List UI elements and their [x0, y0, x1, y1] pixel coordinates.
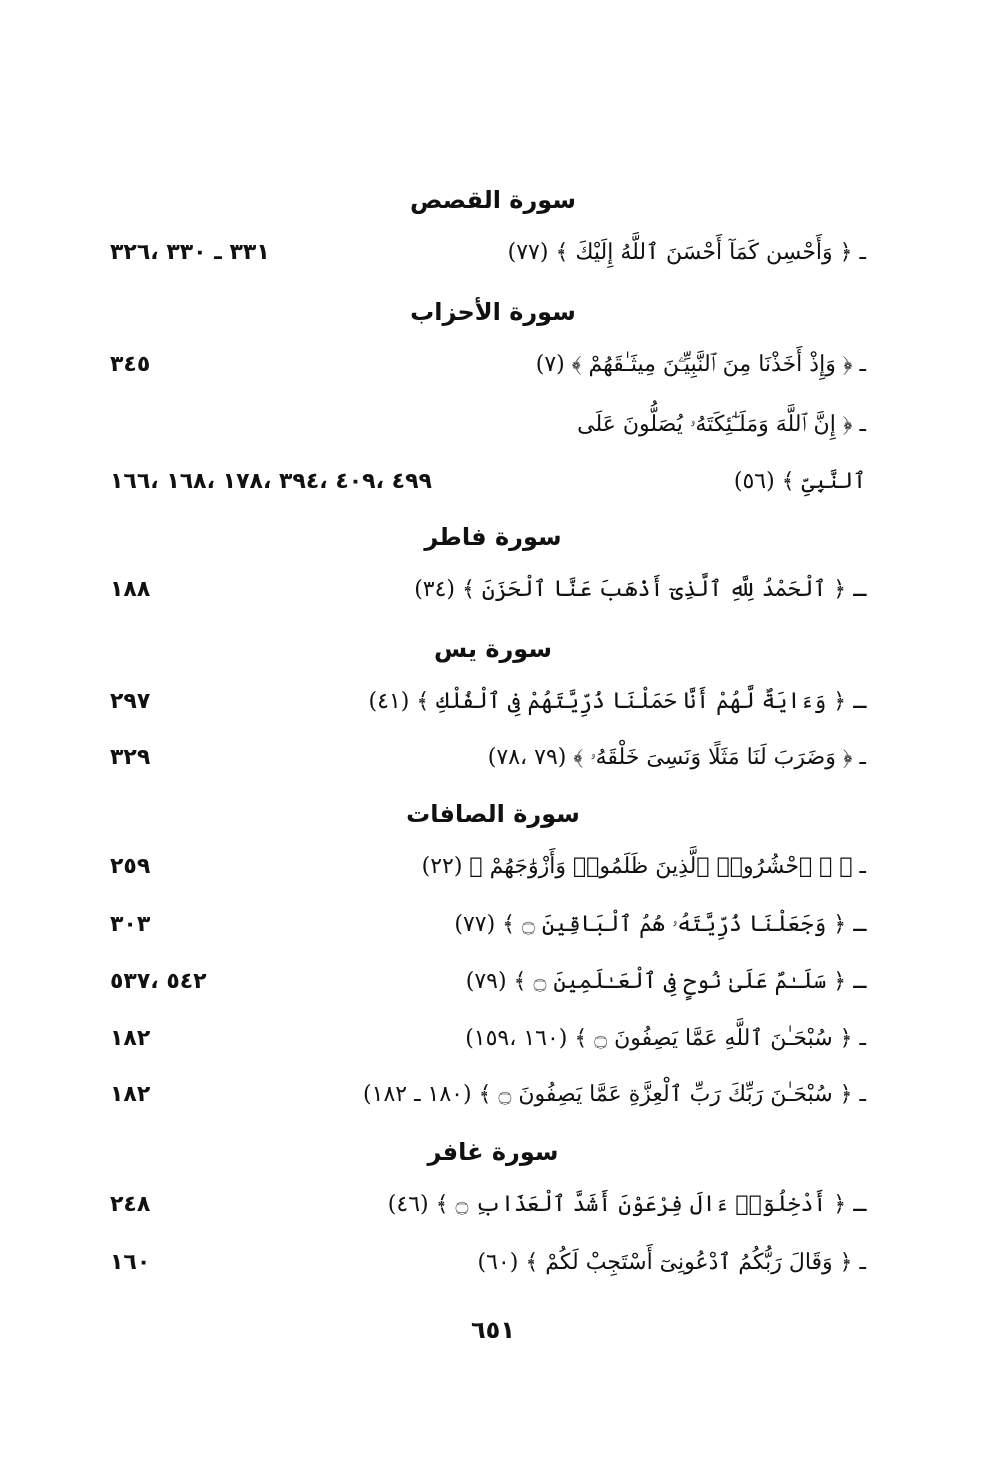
index-entry — [100, 405, 866, 449]
verse-text: ـ ﴿ وَضَرَبَ لَنَا مَثَلًا وَنَسِىَ خَلْقَهُۥ ﴾ (٧٩ ،٧٨) — [487, 745, 866, 770]
page-references: ١٨٢ — [110, 1082, 151, 1107]
index-entry — [100, 962, 866, 1006]
index-entry — [100, 847, 866, 891]
page-references: ٢٤٨ — [110, 1192, 151, 1217]
page-references: ٣٤٥ — [110, 352, 151, 377]
verse-text: ـ ﴿ سَلَـٰمٌ عَلَىٰ نُوحٍ فِى ٱلْعَـٰلَمِينَ ۝ ﴾ (٧٩) — [465, 969, 866, 994]
index-entry — [100, 570, 866, 614]
page-references: ٤٩٩ ،٤٠٩ ،٣٩٤ ،١٧٨ ،١٦٨ ،١٦٦ — [110, 469, 432, 494]
page-references: ٣٠٣ — [110, 912, 151, 937]
page-references: ٣٣١ ـ ٣٣٠ ،٣٢٦ — [110, 240, 270, 265]
verse-text: ـ ﴿ وَإِذْ أَخَذْنَا مِنَ ٱلنَّبِيِّـۧنَ مِيثَـٰقَهُمْ ﴾ (٧) — [535, 352, 866, 377]
index-entry — [100, 738, 866, 782]
verse-text: ـ ﴿ وَءَايَةٌ لَّهُمْ أَنَّا حَمَلْنَا ذُرِّيَّتَهُمْ فِى ٱلْفُلْكِ ﴾ (٤١) — [368, 689, 866, 714]
index-entry — [100, 1019, 866, 1063]
verse-text: ـ ﴿ ۞ ٱحْشُرُوا۟ ٱلَّذِينَ ظَلَمُوا۟ وَأَزْوَٰجَهُمْ ﴾ (٢٢) — [421, 854, 866, 879]
verse-text: ـ ﴿ وَجَعَلْنَا ذُرِّيَّتَهُۥ هُمُ ٱلْبَاقِينَ ۝ ﴾ (٧٧) — [454, 912, 866, 937]
page-references: ٣٢٩ — [110, 745, 151, 770]
index-entry — [100, 905, 866, 949]
verse-text: ـ ﴿ وَأَحْسِن كَمَآ أَحْسَنَ ٱللَّهُ إِلَيْكَ ﴾ (٧٧) — [507, 240, 866, 265]
verse-text: ـ ﴿ سُبْحَـٰنَ رَبِّكَ رَبِّ ٱلْعِزَّةِ عَمَّا يَصِفُونَ ۝ ﴾ (١٨٠ ـ ١٨٢) — [363, 1082, 866, 1107]
index-entry — [100, 682, 866, 726]
index-entry — [100, 233, 866, 277]
index-entry — [100, 462, 866, 506]
verse-text: ـ ﴿ ٱلْحَمْدُ لِلَّهِ ٱلَّذِىٓ أَذْهَبَ عَنَّا ٱلْحَزَنَ ﴾ (٣٤) — [414, 577, 866, 602]
index-entry — [100, 1243, 866, 1287]
surah-heading: سورة يس — [434, 635, 552, 663]
index-entry — [100, 1075, 866, 1119]
surah-heading: سورة غافر — [427, 1138, 559, 1166]
page-references: ١٨٨ — [110, 577, 151, 602]
page-references: ٢٩٧ — [110, 689, 151, 714]
page-references: ١٨٢ — [110, 1026, 151, 1051]
surah-heading: سورة الأحزاب — [410, 298, 576, 326]
surah-heading: سورة القصص — [410, 186, 576, 214]
index-entry — [100, 1185, 866, 1229]
page-number: ٦٥١ — [471, 1316, 515, 1344]
verse-text: ـ ﴿ أَدْخِلُوٓا۟ ءَالَ فِرْعَوْنَ أَشَدَّ ٱلْعَذَابِ ۝ ﴾ (٤٦) — [387, 1192, 866, 1217]
index-entry — [100, 345, 866, 389]
verse-text: ٱلنَّبِىِّ ﴾ (٥٦) — [733, 469, 866, 494]
page-references: ٢٥٩ — [110, 854, 151, 879]
surah-heading: سورة فاطر — [424, 523, 562, 551]
page-references: ١٦٠ — [110, 1250, 151, 1275]
verse-text: ـ ﴿ إِنَّ ٱللَّهَ وَمَلَـٰٓئِكَتَهُۥ يُصَلُّونَ عَلَى — [577, 412, 866, 437]
verse-text: ـ ﴿ وَقَالَ رَبُّكُمُ ٱدْعُونِىٓ أَسْتَجِبْ لَكُمْ ﴾ (٦٠) — [477, 1250, 866, 1275]
verse-text: ـ ﴿ سُبْحَـٰنَ ٱللَّهِ عَمَّا يَصِفُونَ ۝ ﴾ (١٦٠ ،١٥٩) — [465, 1026, 866, 1051]
page-references: ٥٤٢ ،٥٣٧ — [110, 969, 207, 994]
surah-heading: سورة الصافات — [406, 800, 580, 828]
